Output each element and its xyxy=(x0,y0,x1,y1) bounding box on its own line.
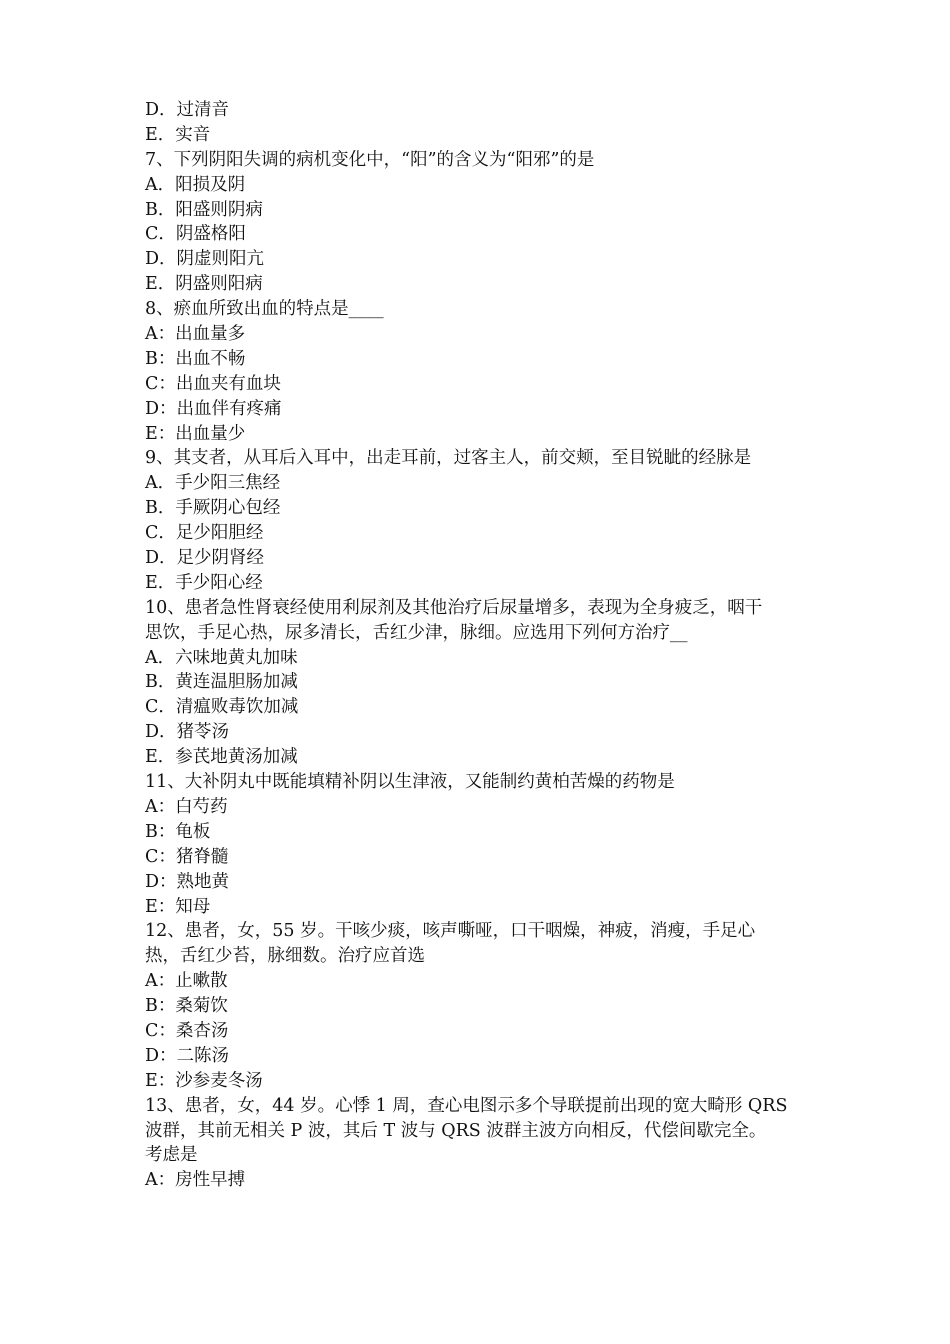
option-b: B．手厥阴心包经 xyxy=(145,498,281,519)
option-c: C：出血夹有血块 xyxy=(145,373,281,394)
option-b: B：桑菊饮 xyxy=(145,996,228,1017)
option-d: D．猪苓汤 xyxy=(145,722,230,743)
option-d: D．足少阴肾经 xyxy=(145,548,265,569)
option-e: E．阴盛则阳病 xyxy=(145,274,263,295)
question-7: 7、下列阴阳失调的病机变化中，“阳”的含义为“阳邪”的是 xyxy=(145,149,595,170)
question-12-line-2: 热，舌红少苔，脉细数。治疗应首选 xyxy=(145,946,425,967)
option-c: C．足少阳胆经 xyxy=(145,523,264,544)
option-c: C：猪脊髓 xyxy=(145,846,229,867)
option-e: E．参芪地黄汤加减 xyxy=(145,747,298,768)
question-13-line-3: 考虑是 xyxy=(145,1145,198,1166)
option-a: A：止嗽散 xyxy=(145,971,228,992)
option-a: A．阳损及阴 xyxy=(145,174,246,195)
option-e: E：出血量少 xyxy=(145,423,246,444)
question-13-line-1: 13、患者，女，44 岁。心悸 1 周，查心电图示多个导联提前出现的宽大畸形 QRS xyxy=(145,1095,788,1116)
option-c: C．清瘟败毒饮加减 xyxy=(145,697,299,718)
option-d: D：熟地黄 xyxy=(145,871,230,892)
option-a: A：白芍药 xyxy=(145,796,228,817)
option-b: B：龟板 xyxy=(145,821,211,842)
document-page xyxy=(145,98,810,1193)
option-e: E：知母 xyxy=(145,896,211,917)
option-b: B．阳盛则阴病 xyxy=(145,199,263,220)
question-8: 8、瘀血所致出血的特点是____ xyxy=(145,299,384,320)
question-10-line-2: 思饮，手足心热，尿多清长，舌红少津，脉细。应选用下列何方治疗__ xyxy=(145,622,688,643)
option-b: B．黄连温胆肠加减 xyxy=(145,672,298,693)
question-10-line-1: 10、患者急性肾衰经使用利尿剂及其他治疗后尿量增多，表现为全身疲乏，咽干 xyxy=(145,597,763,618)
option-d: D．过清音 xyxy=(145,100,230,120)
option-a: A．六味地黄丸加味 xyxy=(145,647,298,668)
option-e: E．实音 xyxy=(145,124,211,145)
option-d: D：出血伴有疼痛 xyxy=(145,398,282,419)
question-12-line-1: 12、患者，女，55 岁。干咳少痰，咳声嘶哑，口干咽燥，神疲，消瘦，手足心 xyxy=(145,921,756,942)
question-13-line-2: 波群，其前无相关 P 波，其后 T 波与 QRS 波群主波方向相反，代偿间歇完全。 xyxy=(145,1120,767,1141)
option-e: E：沙参麦冬汤 xyxy=(145,1070,263,1091)
option-b: B：出血不畅 xyxy=(145,348,246,369)
option-d: D．阴虚则阳亢 xyxy=(145,249,265,270)
option-a: A．手少阳三焦经 xyxy=(145,473,281,494)
option-d: D：二陈汤 xyxy=(145,1045,230,1066)
option-c: C．阴盛格阳 xyxy=(145,224,246,245)
question-11: 11、大补阴丸中既能填精补阴以生津液，又能制约黄柏苦燥的药物是 xyxy=(145,772,675,793)
question-9: 9、其支者，从耳后入耳中，出走耳前，过客主人，前交颊，至目锐眦的经脉是 xyxy=(145,448,752,469)
option-a: A：出血量多 xyxy=(145,324,246,345)
option-c: C：桑杏汤 xyxy=(145,1020,229,1041)
option-e: E．手少阳心经 xyxy=(145,572,263,593)
option-a: A：房性早搏 xyxy=(145,1170,246,1191)
